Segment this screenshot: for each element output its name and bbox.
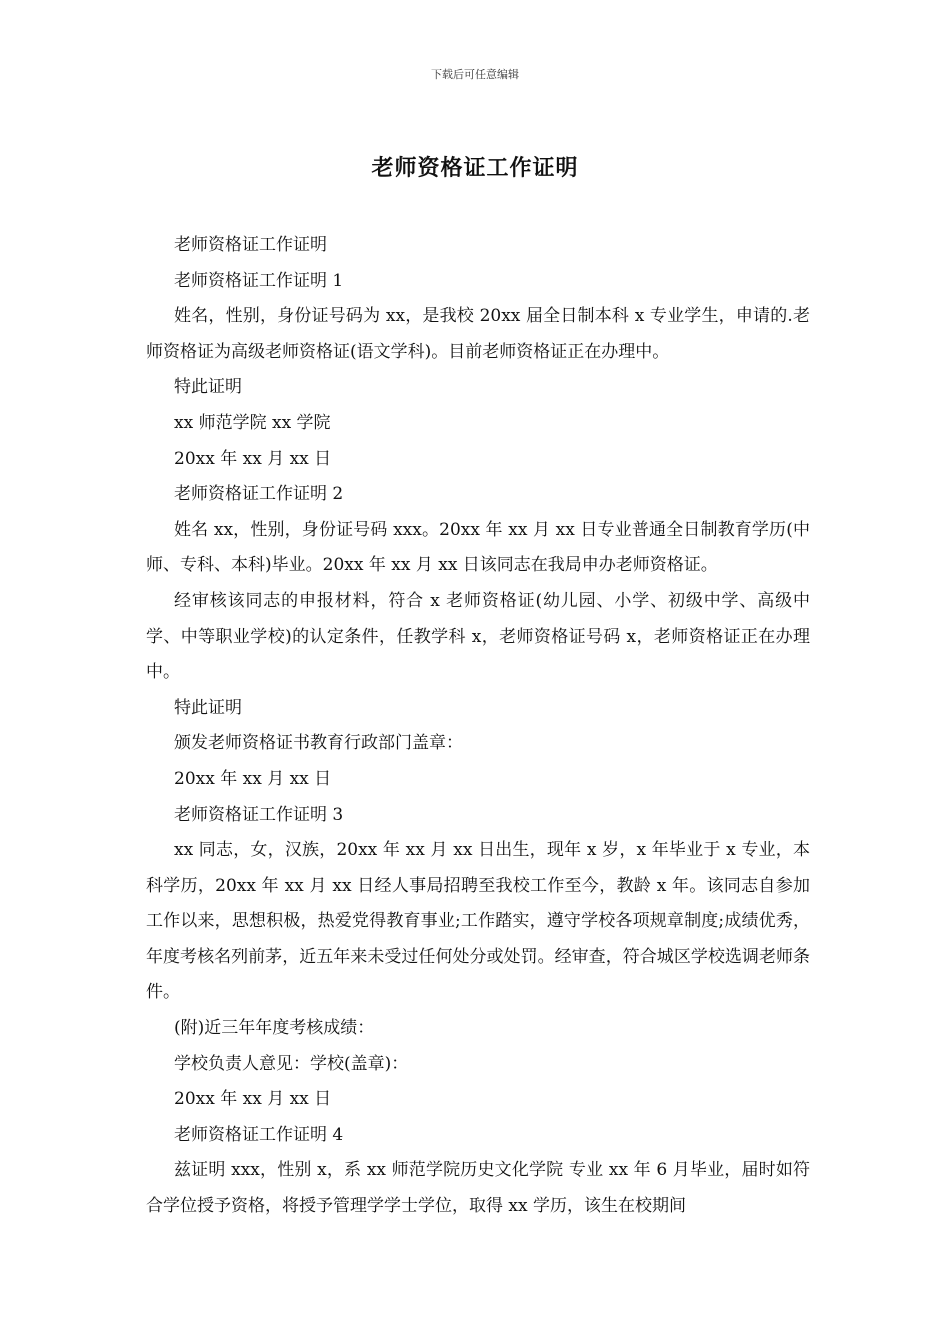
paragraph: 姓名 xx，性别，身份证号码 xxx。20xx 年 xx 月 xx 日专业普通全日制教育学历(中师、专科、本科)毕业。20xx 年 xx 月 xx 日该同志在我局申办老师资格证。 xyxy=(146,519,810,576)
paragraph: 特此证明 xyxy=(174,697,242,718)
section-heading-4: 老师资格证工作证明 4 xyxy=(174,1124,344,1145)
document-body xyxy=(146,228,810,1225)
stamp-line: 颁发老师资格证书教育行政部门盖章： xyxy=(174,733,463,754)
header-note: 下载后可任意编辑 xyxy=(431,68,519,81)
date-line: 20xx 年 xx 月 xx 日 xyxy=(174,1089,332,1110)
paragraph: 特此证明 xyxy=(174,377,242,398)
section-heading-2: 老师资格证工作证明 2 xyxy=(174,484,344,505)
paragraph: 经审核该同志的申报材料，符合 x 老师资格证(幼儿园、小学、初级中学、高级中学、中等职业学校)的认定条件，任教学科 x，老师资格证号码 x，老师资格证正在办理中。 xyxy=(146,590,810,683)
paragraph: xx 同志，女，汉族，20xx 年 xx 月 xx 日出生，现年 x 岁，x 年毕业于 x 专业，本科学历，20xx 年 xx 月 xx 日经人事局招聘至我校工作至今，教龄 x 年。该同志自参加工作以来，思想积极，热爱党得教育事业;工作踏实，遵守学校各项规章制度;成绩优秀，年度考核名列前茅，近五年来未受过任何处分或处罚。经审查，符合城区学校选调老师条件。 xyxy=(146,840,810,1003)
document-title: 老师资格证工作证明 xyxy=(371,155,579,181)
paragraph: (附)近三年年度考核成绩： xyxy=(174,1018,375,1039)
paragraph: 姓名，性别，身份证号码为 xx，是我校 20xx 届全日制本科 x 专业学生，申请的.老师资格证为高级老师资格证(语文学科)。目前老师资格证正在办理中。 xyxy=(146,306,810,362)
section-heading-3: 老师资格证工作证明 3 xyxy=(174,804,344,825)
paragraph-heading: 老师资格证工作证明 xyxy=(174,235,327,255)
date-line: 20xx 年 xx 月 xx 日 xyxy=(174,448,332,469)
section-heading-1: 老师资格证工作证明 1 xyxy=(174,270,344,291)
paragraph: 兹证明 xxx，性别 x，系 xx 师范学院历史文化学院 专业 xx 年 6 月毕业，届时如符合学位授予资格，将授予管理学学士学位，取得 xx 学历，该生在校期间 xyxy=(146,1160,810,1217)
signature-institution: xx 师范学院 xx 学院 xyxy=(174,412,331,433)
date-line: 20xx 年 xx 月 xx 日 xyxy=(174,768,332,789)
paragraph: 学校负责人意见：学校(盖章)： xyxy=(174,1053,409,1074)
